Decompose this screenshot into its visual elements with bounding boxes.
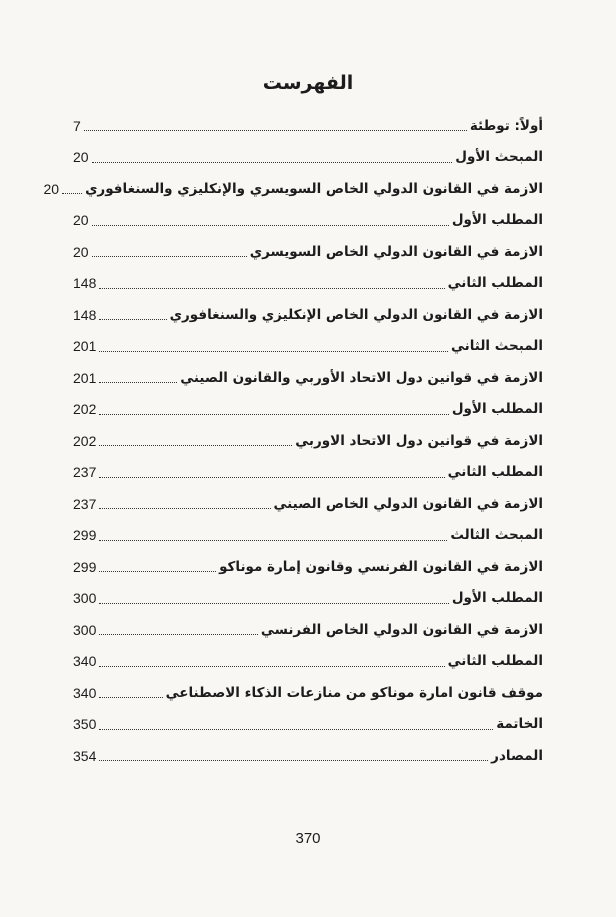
- toc-entry-title: المبحث الأول: [455, 149, 543, 166]
- toc-entry-title: الازمة في قوانين دول الاتحاد الأوربي والقانون الصيني: [180, 369, 543, 386]
- toc-entry: [73, 110, 543, 142]
- toc-entry-page: 20: [43, 180, 60, 197]
- toc-entry: [73, 583, 543, 615]
- page-number: 370: [295, 830, 321, 847]
- toc-entry-page: 354: [73, 747, 97, 764]
- toc-entry: [73, 299, 543, 331]
- table-of-contents: [43, 110, 543, 772]
- toc-entry-title: المبحث الثالث: [450, 527, 543, 544]
- toc-entry-title: المطلب الثاني: [447, 275, 543, 292]
- toc-entry-title: الازمة في القانون الفرنسي وقانون إمارة موناكو: [219, 558, 543, 575]
- dot-leader: [62, 193, 82, 194]
- toc-entry-page: 148: [73, 275, 97, 292]
- toc-entry-page: 350: [73, 716, 97, 733]
- dot-leader: [99, 508, 270, 509]
- toc-entry-page: 202: [73, 401, 97, 418]
- toc-entry-title: المطلب الثاني: [447, 464, 543, 481]
- dot-leader: [99, 603, 448, 604]
- toc-entry-page: 340: [73, 653, 97, 670]
- dot-leader: [99, 382, 177, 383]
- page-title: الفهرست: [262, 72, 354, 94]
- toc-entry-title: المطلب الأول: [451, 590, 543, 607]
- toc-entry: [73, 457, 543, 489]
- toc-entry-title: الازمة في القانون الدولي الخاص الفرنسي: [260, 621, 543, 638]
- toc-entry-title: الازمة في القانون الدولي الخاص السويسري والإنكليزي والسنغافوري: [85, 180, 543, 197]
- toc-entry: [73, 394, 543, 426]
- toc-entry-title: الازمة في القانون الدولي الخاص الإنكليزي والسنغافوري: [169, 306, 543, 323]
- toc-entry-page: 300: [73, 621, 97, 638]
- toc-entry: [73, 551, 543, 583]
- toc-entry-title: الازمة في القانون الدولي الخاص السويسري: [249, 243, 543, 260]
- toc-entry: [43, 173, 543, 205]
- toc-entry-title: الازمة في القانون الدولي الخاص الصيني: [273, 495, 543, 512]
- toc-entry-title: المطلب الأول: [451, 212, 543, 229]
- toc-entry: [73, 677, 543, 709]
- toc-entry-title: المبحث الثاني: [451, 338, 543, 355]
- toc-entry-page: 202: [73, 432, 97, 449]
- toc-entry-title: موقف قانون امارة موناكو من منازعات الذكاء الاصطناعي: [165, 684, 543, 701]
- dot-leader: [99, 540, 447, 541]
- dot-leader: [99, 319, 166, 320]
- toc-entry-page: 7: [73, 117, 81, 134]
- dot-leader: [92, 225, 449, 226]
- toc-entry: [73, 425, 543, 457]
- dot-leader: [99, 697, 162, 698]
- toc-entry-title: أولاً: توطئة: [469, 117, 543, 134]
- toc-entry-page: 20: [73, 149, 89, 166]
- toc-entry: [73, 205, 543, 237]
- toc-entry-page: 237: [73, 495, 97, 512]
- toc-entry-page: 340: [73, 684, 97, 701]
- toc-entry-page: 300: [73, 590, 97, 607]
- toc-entry-title: الخاتمة: [496, 716, 543, 733]
- toc-entry-page: 20: [73, 212, 89, 229]
- toc-entry: [73, 709, 543, 741]
- toc-entry: [73, 488, 543, 520]
- toc-entry: [73, 331, 543, 363]
- toc-entry: [73, 142, 543, 174]
- toc-entry-title: الازمة في قوانين دول الاتحاد الاوربي: [295, 432, 543, 449]
- toc-entry: [73, 614, 543, 646]
- toc-entry-page: 299: [73, 527, 97, 544]
- toc-entry-title: المطلب الأول: [451, 401, 543, 418]
- toc-entry-title: المصادر: [491, 747, 543, 764]
- toc-entry: [73, 362, 543, 394]
- dot-leader: [84, 130, 467, 131]
- dot-leader: [99, 760, 488, 761]
- dot-leader: [99, 477, 444, 478]
- dot-leader: [99, 571, 216, 572]
- toc-entry-page: 201: [73, 338, 97, 355]
- dot-leader: [99, 288, 444, 289]
- toc-entry-page: 148: [73, 306, 97, 323]
- toc-entry-page: 201: [73, 369, 97, 386]
- toc-entry: [73, 520, 543, 552]
- toc-entry: [73, 268, 543, 300]
- dot-leader: [99, 666, 444, 667]
- dot-leader: [92, 162, 453, 163]
- toc-entry: [73, 646, 543, 678]
- dot-leader: [99, 729, 493, 730]
- toc-entry-page: 237: [73, 464, 97, 481]
- dot-leader: [99, 634, 258, 635]
- dot-leader: [92, 256, 247, 257]
- dot-leader: [99, 445, 292, 446]
- toc-entry: [73, 236, 543, 268]
- toc-entry-page: 299: [73, 558, 97, 575]
- toc-entry-title: المطلب الثاني: [447, 653, 543, 670]
- dot-leader: [99, 414, 448, 415]
- toc-entry: [73, 740, 543, 772]
- toc-entry-page: 20: [73, 243, 89, 260]
- dot-leader: [99, 351, 448, 352]
